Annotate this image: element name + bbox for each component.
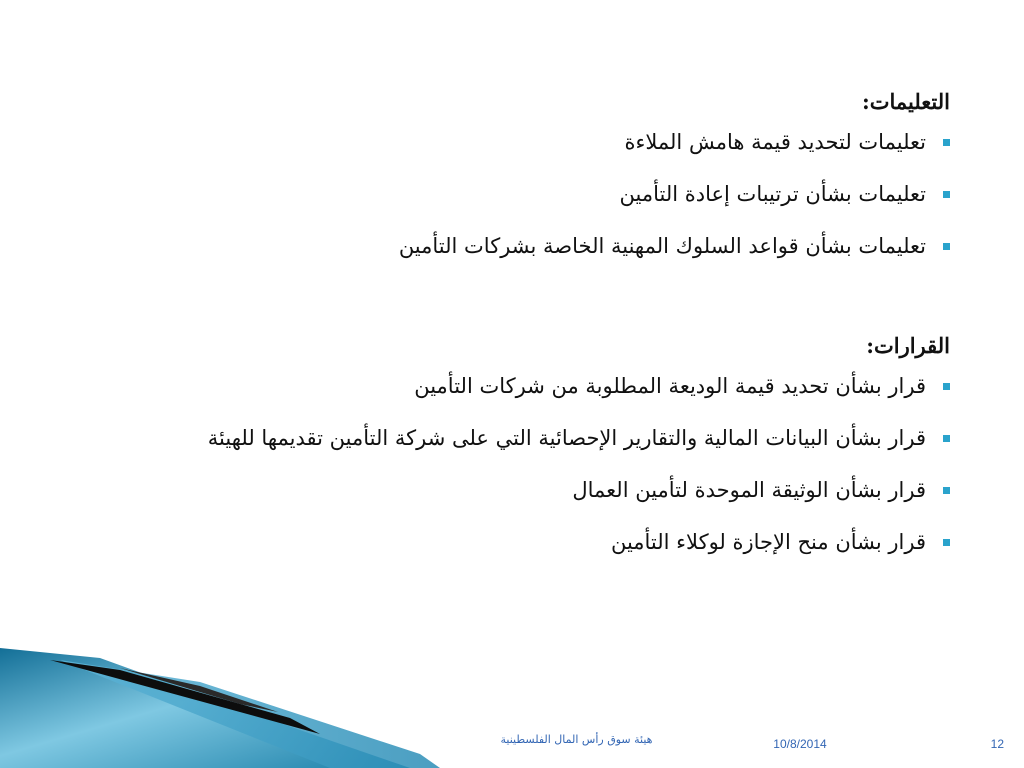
corner-decoration — [0, 630, 1024, 768]
decor-black-stripe-thin — [120, 668, 278, 712]
list-item — [70, 520, 950, 572]
section-spacer — [70, 276, 950, 328]
footer-organization: هيئة سوق رأس المال الفلسطينية — [500, 733, 653, 746]
slide-content — [70, 84, 950, 572]
list-item — [70, 468, 950, 520]
square-bullet-icon — [943, 243, 950, 250]
list-item-text: قرار بشأن تحديد قيمة الوديعة المطلوبة من شركات التأمين — [414, 374, 926, 398]
decor-blue-stripe — [60, 660, 440, 768]
decisions-list — [70, 364, 950, 572]
section-heading-instructions: التعليمات: — [861, 89, 950, 114]
list-item-text: تعليمات بشأن ترتيبات إعادة التأمين — [619, 182, 926, 206]
square-bullet-icon — [943, 139, 950, 146]
list-item — [70, 172, 950, 224]
list-item-text: قرار بشأن منح الإجازة لوكلاء التأمين — [610, 530, 926, 554]
list-item-text: تعليمات بشأن قواعد السلوك المهنية الخاصة بشركات التأمين — [398, 234, 926, 258]
list-item — [70, 120, 950, 172]
square-bullet-icon — [943, 487, 950, 494]
square-bullet-icon — [943, 383, 950, 390]
list-item — [70, 416, 950, 468]
square-bullet-icon — [943, 191, 950, 198]
list-item — [70, 364, 950, 416]
decor-blue-wedge — [0, 648, 410, 768]
section-heading-decisions: القرارات: — [866, 333, 950, 358]
list-item-text: تعليمات لتحديد قيمة هامش الملاءة — [624, 130, 926, 154]
footer-date: 10/8/2014 — [773, 737, 827, 751]
footer-page-number: 12 — [990, 737, 1004, 751]
decor-black-stripe — [50, 660, 320, 734]
square-bullet-icon — [943, 435, 950, 442]
list-item-text: قرار بشأن الوثيقة الموحدة لتأمين العمال — [572, 478, 926, 502]
instructions-list — [70, 120, 950, 276]
list-item — [70, 224, 950, 276]
list-item-text: قرار بشأن البيانات المالية والتقارير الإحصائية التي على شركة التأمين تقديمها للهيئة — [207, 426, 926, 450]
square-bullet-icon — [943, 539, 950, 546]
